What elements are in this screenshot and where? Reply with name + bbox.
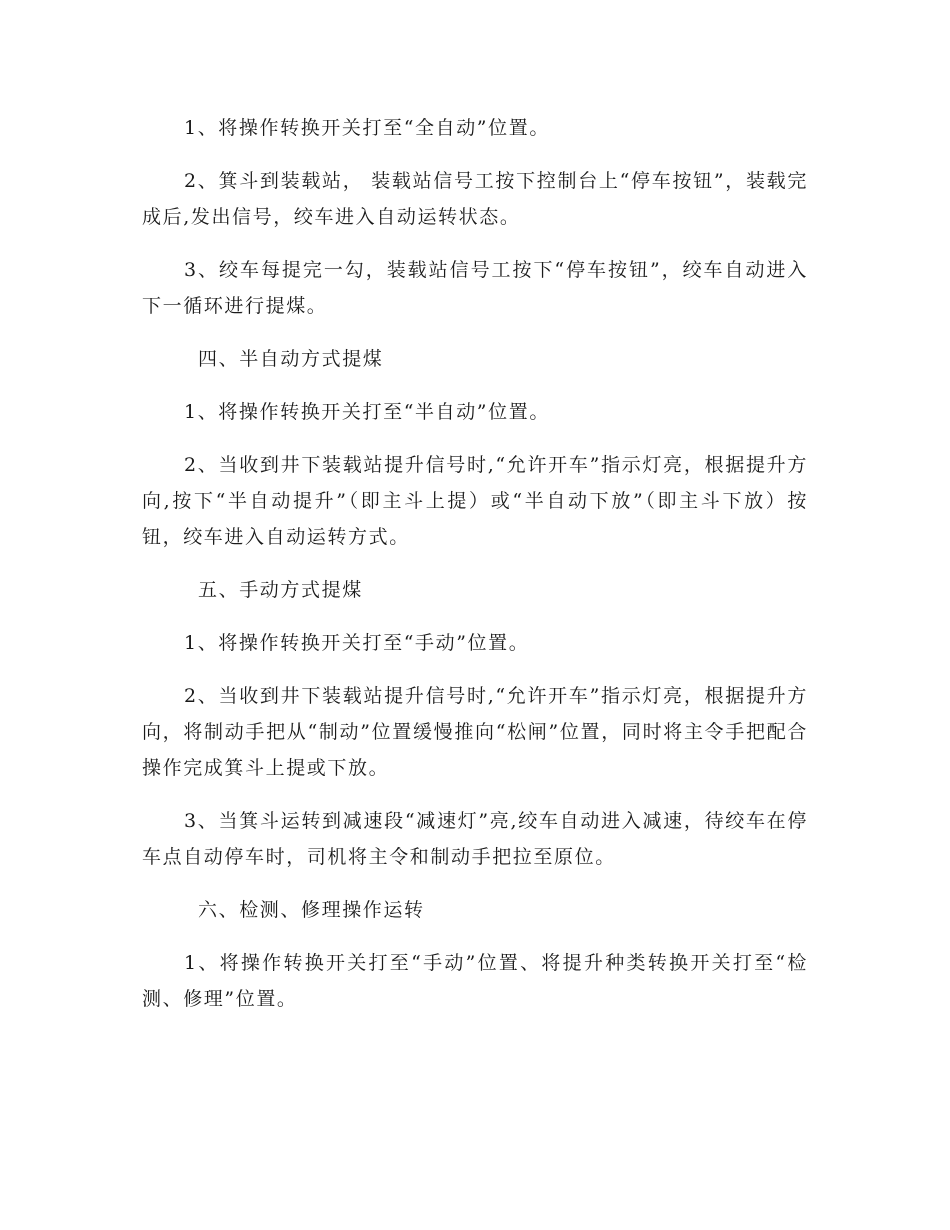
paragraph: 1、将操作转换开关打至“半自动”位置。 bbox=[184, 401, 550, 423]
paragraph: 2、当收到井下装载站提升信号时,“允许开车”指示灯亮，根据提升方向,按下“半自动提升”（即主斗上提）或“半自动下放”（即主斗下放）按钮，绞车进入自动运转方式。 bbox=[142, 454, 808, 548]
paragraph: 2、当收到井下装载站提升信号时,“允许开车”指示灯亮，根据提升方向，将制动手把从“制动”位置缓慢推向“松闸”位置，同时将主令手把配合操作完成箕斗上提或下放。 bbox=[142, 685, 808, 779]
paragraph: 3、绞车每提完一勾，装载站信号工按下“停车按钮”，绞车自动进入下一循环进行提煤。 bbox=[142, 259, 808, 317]
paragraph: 3、当箕斗运转到减速段“减速灯”亮,绞车自动进入减速，待绞车在停车点自动停车时，司机将主令和制动手把拉至原位。 bbox=[142, 810, 808, 868]
paragraph: 1、将操作转换开关打至“手动”位置、将提升种类转换开关打至“检测、修理”位置。 bbox=[142, 952, 808, 1010]
document-body bbox=[142, 110, 808, 1034]
paragraph: 2、箕斗到装载站， 装载站信号工按下控制台上“停车按钮”，装载完成后,发出信号，绞车进入自动运转状态。 bbox=[142, 170, 808, 228]
section-heading: 四、半自动方式提煤 bbox=[198, 348, 384, 370]
section-heading: 五、手动方式提煤 bbox=[198, 579, 363, 601]
paragraph: 1、将操作转换开关打至“手动”位置。 bbox=[184, 632, 530, 654]
section-heading: 六、检测、修理操作运转 bbox=[198, 899, 425, 921]
paragraph: 1、将操作转换开关打至“全自动”位置。 bbox=[184, 117, 550, 139]
